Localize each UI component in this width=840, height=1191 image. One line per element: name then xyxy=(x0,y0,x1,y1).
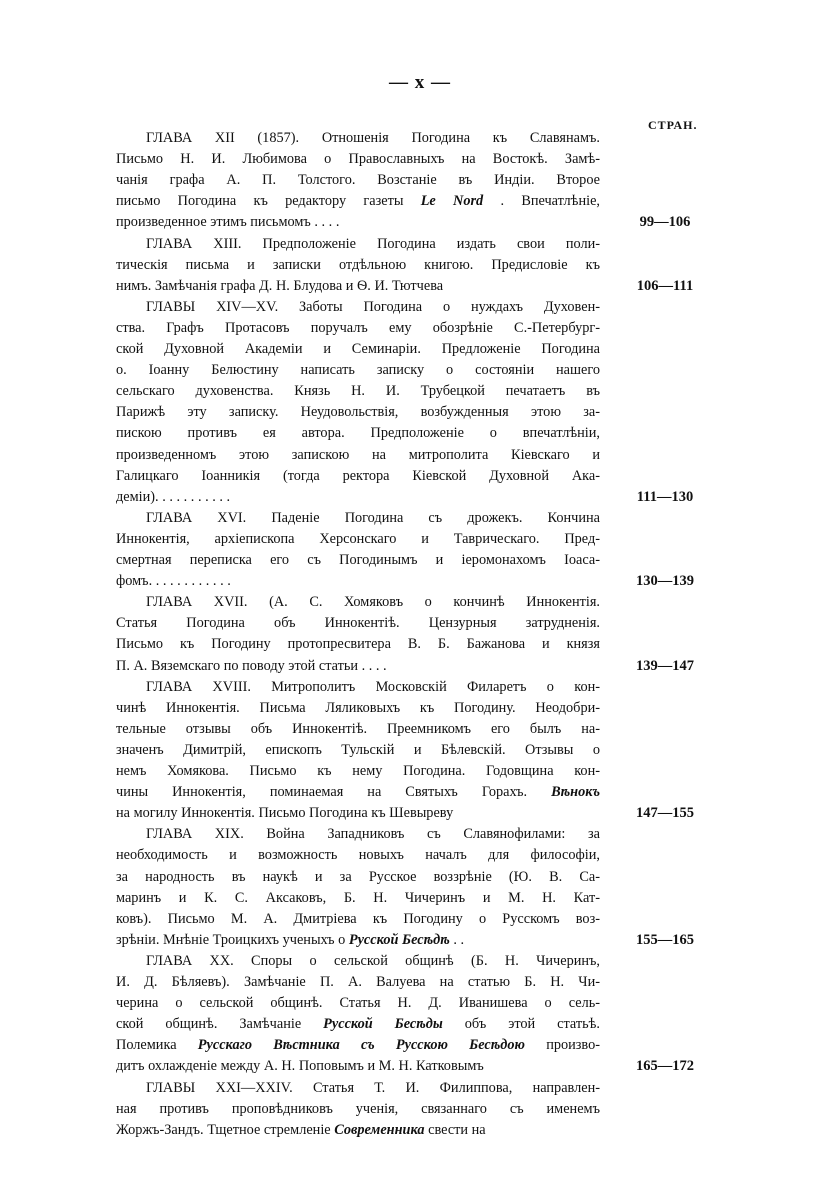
chapter-text-line xyxy=(116,993,600,1013)
page-range: 111—130 xyxy=(636,488,694,505)
line-text: деміи). . . . . . . . . . . xyxy=(116,488,231,505)
chapter-heading-line xyxy=(116,508,600,528)
chapter-text-line xyxy=(116,845,600,865)
line-text: ная противъ проповѣдниковъ ученія, связаннаго съ именемъ xyxy=(116,1100,600,1117)
chapter-text-line xyxy=(116,487,600,507)
chapter-text-line xyxy=(116,761,600,781)
chapter-text-line xyxy=(116,466,600,486)
line-text: ГЛАВА XII (1857). Отношенія Погодина къ Славянамъ. xyxy=(146,130,600,146)
line-text: Галицкаго Іоанникія (тогда ректора Кіевской Духовной Ака- xyxy=(116,467,600,484)
line-text: ГЛАВА XX. Споры о сельской общинѣ (Б. Н. Чичеринъ, xyxy=(146,952,600,969)
line-text: ГЛАВА XIII. Предположеніе Погодина издать свои поли- xyxy=(146,235,600,252)
chapter-text-line xyxy=(116,1035,600,1055)
chapter-text-line xyxy=(116,1120,600,1140)
line-text: произведенное этимъ письмомъ . . . . xyxy=(116,214,340,231)
italic-title: Русской Бесѣды xyxy=(323,1016,443,1033)
chapter-text-line xyxy=(116,402,600,422)
chapter-text-line xyxy=(116,149,600,169)
page-number: — x — xyxy=(389,72,451,93)
line-text: свести на xyxy=(428,1121,486,1138)
line-text: объ этой статьѣ. xyxy=(464,1016,601,1033)
line-text: П. А. Вяземскаго по поводу этой статьи . . . . xyxy=(116,657,387,674)
line-text: письмо Погодина къ редактору газеты xyxy=(116,193,421,210)
line-text: ГЛАВЫ XXI—XXIV. Статья Т. И. Филиппова, направлен- xyxy=(146,1079,600,1096)
line-text: ской Духовной Академіи и Семинаріи. Предложеніе Погодина xyxy=(116,341,600,357)
line-text: фомъ. . . . . . . . . . . . xyxy=(116,573,231,590)
chapter-heading-line xyxy=(116,1078,600,1098)
chapter-text-line xyxy=(116,698,600,718)
line-text: ГЛАВА XVII. (А. С. Хомяковъ о кончинѣ Иннокентія. xyxy=(146,594,600,611)
chapter-text-line xyxy=(116,634,600,654)
line-text: черина о сельской общинѣ. Статья Н. Д. Иванишева о сель- xyxy=(116,995,600,1012)
line-text: Полемика xyxy=(116,1037,198,1054)
line-text: чанія графа А. П. Толстого. Возстаніе въ Индіи. Второе xyxy=(116,172,600,189)
chapter-text-line xyxy=(116,1014,600,1034)
chapter-text-line xyxy=(116,529,600,549)
chapter-text-line xyxy=(116,740,600,760)
chapter-text-line xyxy=(116,276,600,296)
chapter-text-line xyxy=(116,909,600,929)
line-text: ковъ). Письмо М. А. Дмитріева къ Погодину о Русскомъ воз- xyxy=(116,910,600,927)
line-text: . Впечатлѣніе, xyxy=(500,193,600,210)
page-range: 155—165 xyxy=(636,931,694,948)
line-text: произведенномъ этою запискою на митрополита Кіевскаго и xyxy=(116,446,600,463)
chapter-text-line xyxy=(116,360,600,380)
chapter-heading-line xyxy=(116,951,600,971)
chapter-text-line xyxy=(116,191,600,211)
chapter-text-line xyxy=(116,381,600,401)
chapter-text-line xyxy=(116,571,600,591)
line-text: произво- xyxy=(546,1037,600,1054)
line-text: ской общинѣ. Замѣчаніе xyxy=(116,1016,324,1033)
line-text: ГЛАВА XVIII. Митрополитъ Московскій Филаретъ о кон- xyxy=(146,678,600,695)
chapter-text-line xyxy=(116,930,600,950)
chapter-text-line xyxy=(116,719,600,739)
italic-title: Русскаго Вѣстника съ Русскою Бесѣдою xyxy=(197,1037,525,1054)
page-range: 106—111 xyxy=(636,277,694,294)
page-range: 130—139 xyxy=(636,573,694,590)
line-text: значенъ Димитрій, епископъ Тульскій и Бѣлевскій. Отзывы о xyxy=(116,741,600,758)
italic-title: Современника xyxy=(334,1121,425,1138)
chapter-heading-line xyxy=(116,592,600,612)
chapter-text-line xyxy=(116,888,600,908)
chapter-heading-line xyxy=(116,128,600,148)
italic-title: Вѣнокъ xyxy=(551,784,600,801)
line-text: о. Іоанну Белюстину написать записку о состояніи нашего xyxy=(116,362,600,379)
line-text: за народность въ наукѣ и за Русское воззрѣніе (Ю. В. Са- xyxy=(116,868,600,885)
chapter-text-line xyxy=(116,1099,600,1119)
line-text: дитъ охлажденіе между А. Н. Поповымъ и М. Н. Катковымъ xyxy=(116,1058,484,1075)
line-text: сельскаго духовенства. Князь Н. И. Трубецкой печатаетъ въ xyxy=(116,383,600,400)
line-text: зрѣніи. Мнѣніе Троицкихъ ученыхъ о xyxy=(116,931,349,948)
italic-title: Русской Бесѣдѣ xyxy=(348,931,450,948)
line-text: чинѣ Иннокентія. Письма Ляликовыхъ къ Погодину. Неодобри- xyxy=(116,699,600,716)
chapter-text-line xyxy=(116,867,600,887)
line-text: немъ Хомякова. Письмо къ нему Погодина. Годовщина кон- xyxy=(116,763,600,779)
line-text: Письмо къ Погодину протопресвитера В. Б. Бажанова и князя xyxy=(116,636,600,653)
line-text: тическія письма и записки отдѣльною книгою. Предисловіе къ xyxy=(116,256,600,273)
line-text: пискою противъ ея автора. Предположеніе о впечатлѣніи, xyxy=(116,425,600,442)
chapter-text-line xyxy=(116,423,600,443)
line-text: маринъ и К. С. Аксаковъ, Б. Н. Чичеринъ и М. Н. Кат- xyxy=(116,889,600,906)
chapter-text-line xyxy=(116,445,600,465)
chapter-text-line xyxy=(116,318,600,338)
line-text: тельные отзывы объ Иннокентіѣ. Преемникомъ его былъ на- xyxy=(116,720,600,737)
line-text: Статья Погодина объ Иннокентіѣ. Цензурныя затрудненія. xyxy=(116,615,600,632)
chapter-text-line xyxy=(116,613,600,633)
chapter-text-line xyxy=(116,339,600,359)
line-text: И. Д. Бѣляевъ). Замѣчаніе П. А. Валуева на статью Б. Н. Чи- xyxy=(116,974,600,990)
line-text: Парижѣ эту записку. Неудовольствія, возбужденныя этою за- xyxy=(116,404,600,421)
pages-column-label: СТРАН. xyxy=(648,118,698,132)
chapter-heading-line xyxy=(116,677,600,697)
page-range: 147—155 xyxy=(636,805,694,822)
line-text: ГЛАВА XVI. Паденіе Погодина съ дрожекъ. Кончина xyxy=(146,509,600,526)
chapter-text-line xyxy=(116,782,600,802)
chapter-heading-line xyxy=(116,234,600,254)
line-text: на могилу Иннокентія. Письмо Погодина къ Шевыреву xyxy=(116,805,454,822)
line-text: нимъ. Замѣчанія графа Д. Н. Блудова и Ѳ. И. Тютчева xyxy=(116,277,444,294)
line-text: . . xyxy=(453,931,465,948)
line-text: ГЛАВА XIX. Война Западниковъ съ Славянофилами: за xyxy=(146,826,600,843)
page-range: 139—147 xyxy=(636,657,694,674)
chapter-text-line xyxy=(116,170,600,190)
line-text: смертная переписка его съ Погодинымъ и іеромонахомъ Іоаса- xyxy=(116,552,600,568)
italic-title: Le Nord xyxy=(420,193,484,210)
line-text: чины Иннокентія, поминаемая на Святыхъ Горахъ. xyxy=(116,784,552,801)
chapter-text-line xyxy=(116,212,600,232)
chapter-text-line xyxy=(116,656,600,676)
chapter-text-line xyxy=(116,1056,600,1076)
chapter-text-line xyxy=(116,972,600,992)
line-text: Иннокентія, архіепископа Херсонскаго и Таврическаго. Пред- xyxy=(116,530,600,547)
chapter-heading-line xyxy=(116,297,600,317)
line-text: Письмо Н. И. Любимова о Православныхъ на Востокѣ. Замѣ- xyxy=(116,151,600,168)
chapter-text-line xyxy=(116,803,600,823)
page-range: 99—106 xyxy=(639,214,691,231)
chapter-text-line xyxy=(116,550,600,570)
line-text: ГЛАВЫ XIV—XV. Заботы Погодина о нуждахъ Духовен- xyxy=(146,298,600,315)
line-text: ства. Графъ Протасовъ поручалъ ему обозрѣніе С.-Петербург- xyxy=(116,319,600,336)
chapter-heading-line xyxy=(116,824,600,844)
line-text: необходимость и возможность новыхъ началъ для философіи, xyxy=(116,847,600,864)
chapter-text-line xyxy=(116,255,600,275)
line-text: Жоржъ-Зандъ. Тщетное стремленіе xyxy=(116,1121,335,1138)
page-range: 165—172 xyxy=(636,1058,694,1075)
